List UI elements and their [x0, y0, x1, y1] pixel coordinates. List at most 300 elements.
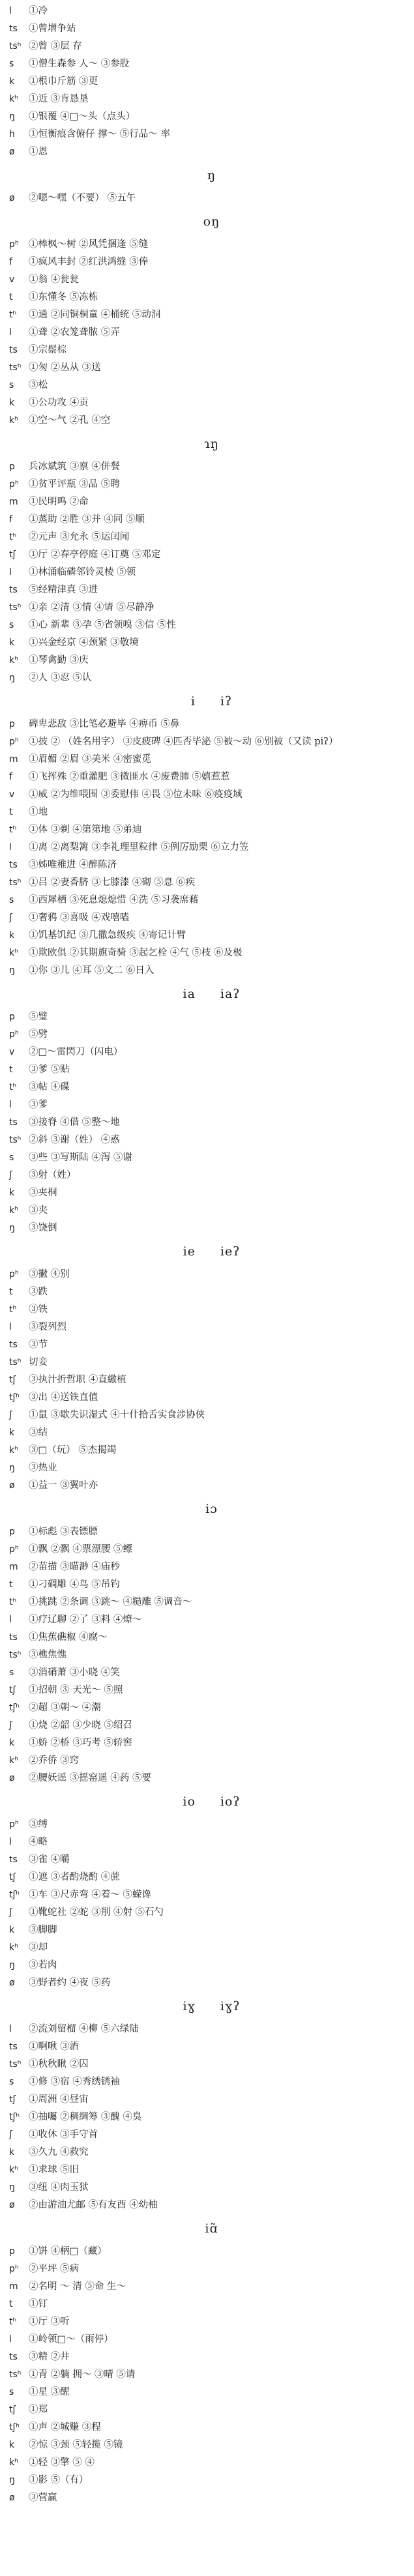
- character-entries: ①车 ③尺赤弯 ④着～ ⑤蝾谗: [29, 1890, 151, 1900]
- syllable-row: [9, 733, 414, 751]
- character-entries: ①鼠 ③歇失识湿式 ④十什拾舌实食涉协侠: [29, 1410, 205, 1420]
- section-final: i: [190, 694, 196, 709]
- section-heading: [9, 161, 414, 190]
- initial-consonant: m: [9, 2281, 18, 2292]
- syllable-row: [9, 2038, 414, 2056]
- section-sec-i: [0, 687, 414, 980]
- syllable-row: [9, 2472, 414, 2489]
- initial-consonant: l: [9, 1100, 12, 1110]
- initial-consonant: ts: [9, 585, 18, 595]
- initial-consonant: tʰ: [9, 2317, 17, 2327]
- initial-consonant: tsʰ: [9, 1135, 22, 1145]
- syllable-row: [9, 1184, 414, 1202]
- section-final: ŋ: [207, 168, 216, 183]
- initial-consonant: tsʰ: [9, 1650, 22, 1660]
- initial-consonant: tsʰ: [9, 877, 22, 888]
- initial-consonant: tsʰ: [9, 41, 22, 51]
- character-entries: ①僧生森参 人～ ③参股: [29, 59, 130, 69]
- initial-consonant: tʃ: [9, 549, 16, 560]
- syllable-row: [9, 564, 414, 581]
- initial-consonant: ŋ: [9, 1463, 15, 1473]
- syllable-row: [9, 1699, 414, 1717]
- initial-consonant: t: [9, 2299, 13, 2309]
- character-entries: ①周洲 ④昼宙: [29, 2094, 89, 2105]
- section-final: iɑ̃: [205, 2221, 218, 2236]
- character-entries: ②流刘留榴 ④柳 ⑤六绿陆: [29, 2024, 139, 2034]
- initial-consonant: t: [9, 807, 13, 817]
- syllable-row: [9, 2331, 414, 2349]
- character-entries: ③铁: [29, 1304, 48, 1315]
- syllable-row: [9, 1283, 414, 1301]
- character-entries: ③□（玩） ⑤杰揭竭: [29, 1445, 117, 1456]
- initial-consonant: tʃ: [9, 1685, 16, 1695]
- character-entries: ③夹: [29, 1205, 48, 1216]
- syllable-row: [9, 476, 414, 493]
- syllable-row: [9, 2454, 414, 2472]
- syllable-row: [9, 1559, 414, 1576]
- character-entries: ①影 ⑤（有）: [29, 2475, 89, 2485]
- syllable-row: [9, 143, 414, 161]
- character-entries: ①奢鸦 ③喜吸 ④戏嘻嗑: [29, 913, 130, 923]
- initial-consonant: kʰ: [9, 1942, 18, 1953]
- initial-consonant: ø: [9, 193, 15, 203]
- section-final: ia: [183, 987, 196, 1001]
- syllable-row: [9, 1061, 414, 1079]
- syllable-row: [9, 1869, 414, 1886]
- syllable-row: [9, 1834, 414, 1851]
- initial-consonant: ts: [9, 2352, 18, 2362]
- initial-consonant: l: [9, 6, 12, 16]
- character-entries: ③跌: [29, 1287, 48, 1297]
- section-final: iɣ: [183, 1999, 196, 2013]
- syllable-row: [9, 1682, 414, 1699]
- character-entries: ③纽 ④肉玉狱: [29, 2182, 89, 2193]
- syllable-row: [9, 892, 414, 909]
- syllable-row: [9, 669, 414, 687]
- syllable-row: [9, 2384, 414, 2401]
- character-entries: ①宗鬃棕: [29, 345, 67, 355]
- character-entries: ③爹 ⑤贴: [29, 1064, 70, 1075]
- initial-consonant: ø: [9, 2200, 15, 2210]
- character-entries: ②嗯～嘿（不要） ⑤五午: [29, 193, 136, 203]
- initial-consonant: ŋ: [9, 111, 15, 122]
- initial-consonant: pʰ: [9, 737, 19, 747]
- section-sec-ie: [0, 1237, 414, 1495]
- section-heading: [9, 1992, 414, 2021]
- character-entries: ③樵焦憔: [29, 1650, 67, 1660]
- character-entries: ③结: [29, 1427, 48, 1438]
- initial-consonant: ø: [9, 147, 15, 157]
- initial-consonant: ø: [9, 1978, 15, 1988]
- initial-consonant: p: [9, 719, 15, 729]
- syllable-row: [9, 2243, 414, 2261]
- syllable-row: [9, 1442, 414, 1459]
- character-entries: ③接脊 ④借 ⑤整～地: [29, 1117, 120, 1128]
- initial-consonant: kʰ: [9, 1755, 18, 1766]
- character-entries: ②名明 ～ 清 ⑤命 生～: [29, 2281, 126, 2292]
- initial-consonant: ø: [9, 1480, 15, 1491]
- initial-consonant: tʰ: [9, 825, 17, 835]
- character-entries: ①饼 ④柄□（藏）: [29, 2246, 107, 2257]
- syllable-row: [9, 1026, 414, 1044]
- character-entries: ①体 ③剃 ④第第地 ⑤弟迪: [29, 825, 142, 835]
- syllable-row: [9, 1008, 414, 1026]
- character-entries: ①欺欧俱 ②其期旗奇骑 ③起乞栓 ④气 ⑤枝 ⑥及极: [29, 948, 243, 958]
- section-heading: [9, 687, 414, 716]
- character-entries: ②元声 ③允永 ⑤运闰闻: [29, 532, 130, 542]
- character-entries: ①岭领□～（雨停）: [29, 2334, 113, 2345]
- character-entries: ①威 ②为维喂围 ③委慰伟 ④畏 ⑤位未味 ⑥疫疫域: [29, 789, 243, 800]
- character-entries: ①益一 ③翼叶亦: [29, 1480, 98, 1491]
- character-entries: ①近 ③肯恳垦: [29, 94, 89, 104]
- character-entries: ③节: [29, 1339, 48, 1350]
- syllable-row: [9, 1167, 414, 1184]
- syllable-row: [9, 1939, 414, 1957]
- character-entries: ①靴蛇社 ②蛇 ③削 ④射 ⑤石勺: [29, 1907, 164, 1918]
- syllable-row: [9, 1202, 414, 1220]
- character-entries: ③饶倒: [29, 1223, 57, 1233]
- syllable-row: [9, 1477, 414, 1495]
- initial-consonant: v: [9, 1047, 15, 1057]
- syllable-row: [9, 1319, 414, 1336]
- initial-consonant: pʰ: [9, 1029, 19, 1040]
- initial-consonant: p: [9, 461, 15, 472]
- section-final-checked: ieʔ: [220, 1244, 241, 1259]
- syllable-row: [9, 55, 414, 73]
- character-entries: ①林涌临磷邻铃灵棱 ⑤领: [29, 567, 136, 578]
- character-entries: ①求球 ⑤旧: [29, 2165, 80, 2175]
- character-entries: ①疯风丰封 ②红洪鸿缝 ③俸: [29, 257, 149, 267]
- character-entries: ①披 ② （姓名用字） ③皮疲碑 ④匹否毕泌 ⑤被～动 ⑥别被（又读 piʔ）: [29, 737, 338, 747]
- character-entries: 兵冰斌筑 ③禀 ④併餐: [29, 461, 120, 472]
- syllable-row: [9, 856, 414, 874]
- character-entries: ②惊 ③颈 ⑤轻揽 ⑤镜: [29, 2440, 123, 2450]
- character-entries: ①饥基饥纪 ③几撒急级疾 ④寄记计臂: [29, 930, 186, 941]
- syllable-row: [9, 2349, 414, 2366]
- initial-consonant: tsʰ: [9, 1357, 22, 1368]
- initial-consonant: s: [9, 2077, 14, 2087]
- initial-consonant: ʃ: [9, 1170, 12, 1180]
- initial-consonant: l: [9, 842, 12, 853]
- initial-consonant: k: [9, 76, 15, 87]
- initial-consonant: k: [9, 2147, 15, 2158]
- syllable-row: [9, 2278, 414, 2296]
- initial-consonant: tʃʰ: [9, 2112, 20, 2122]
- initial-consonant: s: [9, 895, 14, 905]
- section-sec-oŋ: [0, 207, 414, 430]
- character-entries: ①修 ③宿 ④秀绣锈袖: [29, 2077, 120, 2087]
- syllable-row: [9, 1647, 414, 1664]
- syllable-row: [9, 2437, 414, 2454]
- syllable-row: [9, 20, 414, 38]
- initial-consonant: tsʰ: [9, 2059, 22, 2070]
- initial-consonant: ŋ: [9, 1960, 15, 1970]
- syllable-row: [9, 581, 414, 599]
- character-entries: ②苗描 ③瞄渺 ④庙秒: [29, 1562, 120, 1572]
- character-entries: ①蒸助 ②胜 ③并 ④同 ⑤顺: [29, 514, 145, 525]
- syllable-row: [9, 529, 414, 546]
- character-entries: ①兴金经京 ④颈紧 ③敬境: [29, 637, 139, 648]
- initial-consonant: tsʰ: [9, 362, 22, 373]
- initial-consonant: ts: [9, 860, 18, 870]
- syllable-row: [9, 108, 414, 126]
- initial-consonant: l: [9, 2334, 12, 2345]
- initial-consonant: tʃʰ: [9, 1890, 20, 1900]
- syllable-row: [9, 546, 414, 564]
- initial-consonant: kʰ: [9, 2165, 18, 2175]
- syllable-row: [9, 1424, 414, 1442]
- initial-consonant: tsʰ: [9, 2369, 22, 2380]
- section-sec-iong: [0, 430, 414, 687]
- syllable-row: [9, 73, 414, 91]
- character-entries: ③却: [29, 1942, 48, 1953]
- initial-consonant: p: [9, 1012, 15, 1022]
- initial-consonant: pʰ: [9, 239, 19, 250]
- character-entries: ③夹桐: [29, 1188, 57, 1198]
- initial-consonant: s: [9, 1667, 14, 1678]
- initial-consonant: k: [9, 1188, 15, 1198]
- initial-consonant: f: [9, 772, 12, 782]
- initial-consonant: s: [9, 1152, 14, 1163]
- syllable-row: [9, 289, 414, 306]
- syllable-row: [9, 126, 414, 143]
- initial-consonant: k: [9, 1925, 15, 1935]
- character-entries: ③热业: [29, 1463, 57, 1473]
- initial-consonant: ts: [9, 1117, 18, 1128]
- syllable-row: [9, 652, 414, 669]
- character-entries: ②曾 ③层 存: [29, 41, 82, 51]
- character-entries: ③执汁折哲职 ④直繳植: [29, 1375, 126, 1385]
- character-entries: ③松: [29, 380, 48, 390]
- section-final-checked: iɣʔ: [220, 1999, 241, 2013]
- initial-consonant: t: [9, 1064, 13, 1075]
- character-entries: ①钉: [29, 2299, 48, 2309]
- character-entries: ①收休 ③手守首: [29, 2130, 98, 2140]
- character-entries: ②乔侨 ③窍: [29, 1755, 80, 1766]
- section-sec-iau: [0, 1495, 414, 1787]
- initial-consonant: tʃ: [9, 2094, 16, 2105]
- syllable-row: [9, 1266, 414, 1283]
- initial-consonant: ʃ: [9, 1720, 12, 1731]
- character-entries: ①疗辽聊 ②了 ③料 ④燎～: [29, 1615, 142, 1625]
- character-entries: ②腰妖谣 ③摇窑遥 ④药 ⑤要: [29, 1773, 151, 1783]
- syllable-row: [9, 1149, 414, 1167]
- syllable-row: [9, 1336, 414, 1354]
- initial-consonant: tʰ: [9, 1304, 17, 1315]
- syllable-row: [9, 2261, 414, 2278]
- character-entries: ①恩: [29, 147, 48, 157]
- character-entries: ①根巾斤筋 ③更: [29, 76, 98, 87]
- initial-consonant: tʃʰ: [9, 2422, 20, 2433]
- character-entries: ①厅 ③听: [29, 2317, 70, 2327]
- syllable-row: [9, 190, 414, 207]
- initial-consonant: f: [9, 257, 12, 267]
- section-sec-ian: [0, 2214, 414, 2507]
- section-heading: [9, 1787, 414, 1816]
- syllable-row: [9, 1629, 414, 1647]
- character-entries: ①抽囑 ②稠绸筹 ③醜 ④臭: [29, 2112, 142, 2122]
- syllable-row: [9, 962, 414, 980]
- section-heading: [9, 980, 414, 1008]
- initial-consonant: tʃ: [9, 1872, 16, 1882]
- initial-consonant: t: [9, 292, 13, 302]
- initial-consonant: s: [9, 2387, 14, 2397]
- syllable-row: [9, 599, 414, 617]
- section-sec-iu: [0, 1992, 414, 2214]
- initial-consonant: ts: [9, 345, 18, 355]
- section-final-checked: ioʔ: [220, 1794, 241, 1809]
- syllable-row: [9, 909, 414, 927]
- initial-consonant: kʰ: [9, 415, 18, 426]
- character-entries: ①空～气 ②孔 ④空: [29, 415, 111, 426]
- syllable-row: [9, 271, 414, 289]
- character-entries: ①声 ②城赚 ③程: [29, 2422, 101, 2433]
- initial-consonant: kʰ: [9, 1445, 18, 1456]
- character-entries: ③射（姓）: [29, 1170, 76, 1180]
- character-entries: ①郑: [29, 2405, 48, 2415]
- character-entries: ①心 新辈 ③孕 ⑤省领嗅 ③信 ⑤性: [29, 620, 177, 630]
- initial-consonant: tʃʰ: [9, 1703, 20, 1713]
- syllable-row: [9, 751, 414, 768]
- character-entries: ②□～雷閃刀（闪电）: [29, 1047, 123, 1057]
- section-sec-eng: [0, 161, 414, 207]
- syllable-row: [9, 1886, 414, 1904]
- character-entries: ①银覆 ④□～头（点头）: [29, 111, 136, 122]
- initial-consonant: tʰ: [9, 1082, 17, 1092]
- character-entries: ①西犀栖 ③死息熄熄惜 ④洗 ⑤习袭席藉: [29, 895, 199, 905]
- initial-consonant: ŋ: [9, 2475, 15, 2485]
- syllable-row: [9, 617, 414, 634]
- syllable-row: [9, 1770, 414, 1787]
- syllable-row: [9, 2179, 414, 2197]
- section-heading: [9, 207, 414, 236]
- character-entries: ②平坪 ⑤病: [29, 2264, 80, 2274]
- initial-consonant: ø: [9, 2493, 15, 2503]
- initial-consonant: l: [9, 1837, 12, 1847]
- character-entries: ①公功攻 ④贡: [29, 398, 89, 408]
- syllable-row: [9, 38, 414, 55]
- syllable-row: [9, 254, 414, 271]
- character-entries: ①棒枫～树 ②风凭捆逢 ⑤缝: [29, 239, 149, 250]
- character-entries: ③消硝萧 ③小晓 ④笑: [29, 1667, 120, 1678]
- character-entries: ①烧 ②韶 ③少晓 ⑤绍召: [29, 1720, 132, 1731]
- syllable-row: [9, 786, 414, 804]
- initial-consonant: t: [9, 1287, 13, 1297]
- syllable-row: [9, 2366, 414, 2384]
- section-final-checked: iʔ: [220, 694, 233, 709]
- initial-consonant: s: [9, 59, 14, 69]
- character-entries: ③精 ②井: [29, 2352, 70, 2362]
- section-heading: [9, 1495, 414, 1523]
- initial-consonant: l: [9, 1322, 12, 1332]
- character-entries: ③些 ③写斯陆 ④泻 ⑤谢: [29, 1152, 132, 1163]
- character-entries: ①匆 ②丛从 ③送: [29, 362, 101, 373]
- initial-consonant: tʰ: [9, 1597, 17, 1607]
- initial-consonant: p: [9, 2246, 15, 2257]
- character-entries: ①琴禽勤 ③庆: [29, 655, 89, 666]
- syllable-row: [9, 821, 414, 839]
- syllable-row: [9, 236, 414, 254]
- syllable-row: [9, 394, 414, 412]
- initial-consonant: ʃ: [9, 913, 12, 923]
- initial-consonant: pʰ: [9, 2264, 19, 2274]
- character-entries: ①东懂冬 ⑤冻栋: [29, 292, 98, 302]
- character-entries: ③撇 ④别: [29, 1269, 70, 1280]
- character-entries: ②超 ③朝～ ④潮: [29, 1703, 101, 1713]
- character-entries: ①星 ③醒: [29, 2387, 70, 2397]
- syllable-row: [9, 839, 414, 856]
- syllable-row: [9, 2296, 414, 2313]
- initial-consonant: tʃ: [9, 1375, 16, 1385]
- character-entries: ①聋 ②农笼聋脓 ⑤弄: [29, 327, 120, 338]
- section-sec-io: [0, 1787, 414, 1992]
- character-entries: ①恒衡痕含俯仔 撑～ ⑤行品～ 率: [29, 129, 170, 139]
- syllable-row: [9, 1220, 414, 1237]
- initial-consonant: ŋ: [9, 673, 15, 683]
- character-entries: ⑤经精津真 ③进: [29, 585, 98, 595]
- initial-consonant: kʰ: [9, 2457, 18, 2468]
- character-entries: ③若肉: [29, 1960, 57, 1970]
- character-entries: ③营赢: [29, 2493, 57, 2503]
- syllable-row: [9, 412, 414, 430]
- initial-consonant: k: [9, 637, 15, 648]
- character-entries: ③帖 ④碟: [29, 1082, 70, 1092]
- syllable-row: [9, 768, 414, 786]
- character-entries: ①眉媚 ②眉 ③美米 ④密蜜觅: [29, 754, 151, 765]
- initial-consonant: t: [9, 1579, 13, 1590]
- initial-consonant: s: [9, 620, 14, 630]
- syllable-row: [9, 511, 414, 529]
- character-entries: ①冷: [29, 6, 48, 16]
- syllable-row: [9, 306, 414, 324]
- character-entries: ①啊啾 ③酒: [29, 2042, 80, 2052]
- character-entries: ⑤劈: [29, 1029, 48, 1040]
- initial-consonant: pʰ: [9, 479, 19, 490]
- syllable-row: [9, 1904, 414, 1922]
- section-final-checked: iaʔ: [220, 987, 241, 1001]
- initial-consonant: ts: [9, 1632, 18, 1643]
- initial-consonant: l: [9, 327, 12, 338]
- syllable-row: [9, 1752, 414, 1770]
- initial-consonant: ʃ: [9, 1410, 12, 1420]
- character-entries: ②由游油尤邮 ⑤有友酉 ④幼柚: [29, 2200, 158, 2210]
- syllable-row: [9, 1851, 414, 1869]
- character-entries: ④略: [29, 1837, 48, 1847]
- character-entries: ①娇 ②桥 ③巧考 ⑤轿窖: [29, 1738, 132, 1748]
- character-entries: ①民明鸣 ②命: [29, 497, 89, 507]
- initial-consonant: kʰ: [9, 94, 18, 104]
- syllable-row: [9, 91, 414, 108]
- initial-consonant: k: [9, 1738, 15, 1748]
- syllable-row: [9, 2161, 414, 2179]
- initial-consonant: m: [9, 497, 18, 507]
- syllable-row: [9, 1717, 414, 1734]
- syllable-row: [9, 377, 414, 394]
- syllable-row: [9, 2419, 414, 2437]
- syllable-row: [9, 493, 414, 511]
- character-entries: ①通 ②同铜桐童 ④桶统 ⑤动洞: [29, 310, 161, 320]
- syllable-row: [9, 1957, 414, 1974]
- syllable-row: [9, 3, 414, 20]
- syllable-row: [9, 2313, 414, 2331]
- character-entries: ①标彪 ③表镖膘: [29, 1527, 98, 1537]
- initial-consonant: m: [9, 1562, 18, 1572]
- character-entries: ③脚脚: [29, 1925, 57, 1935]
- character-entries: ①吕 ②妻香脐 ③七膝漆 ④砌 ⑤息 ⑥疾: [29, 877, 196, 888]
- syllable-row: [9, 1114, 414, 1132]
- initial-consonant: pʰ: [9, 1819, 19, 1830]
- syllable-row: [9, 1541, 414, 1559]
